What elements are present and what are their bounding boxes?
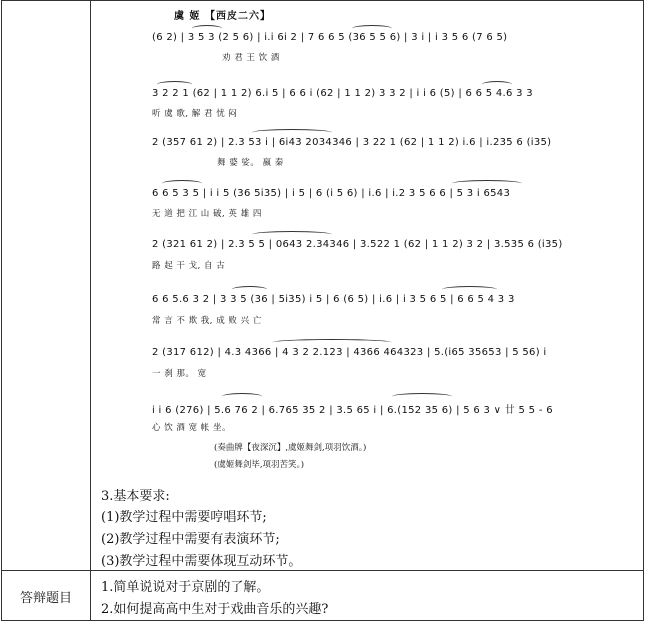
- score-row-lyrics: 听 虞 歌, 解 君 忧 闷: [152, 109, 238, 119]
- score-row-lyrics: 路 起 干 戈, 自 古: [152, 261, 226, 271]
- slur-mark: [482, 81, 512, 88]
- music-score: [152, 1, 627, 475]
- score-row-lyrics: 劝 君 王 饮 酒: [222, 53, 280, 63]
- score-row-notes: (6 2) | 3 5 3 (2 5 6) | i.i 6i 2 | 7 6 6 5 (36 5 5 6) | 3 i | i 3 5 6 (7 6 5): [152, 32, 508, 43]
- slur-mark: [272, 339, 392, 346]
- defense-question: 2.如何提高高中生对于戏曲音乐的兴趣?: [101, 602, 329, 617]
- row-divider: [2, 570, 643, 571]
- score-row-lyrics: 一 刹 那。 宽: [152, 369, 207, 379]
- defense-label: 答辩题目: [19, 591, 72, 606]
- slur-mark: [162, 180, 202, 187]
- score-annotation: (奏曲牌【夜深沉】,虞姬舞剑,项羽饮酒。): [214, 443, 367, 453]
- requirements-heading: 3.基本要求:: [101, 489, 170, 504]
- score-row-notes: 2 (317 612) | 4.3 4366 | 4 3 2 2.123 | 4366 464323 | 5.(i65 35653 | 5 56) i: [152, 347, 547, 358]
- score-row-lyrics: 无 道 把 江 山 破, 英 雄 四: [152, 209, 262, 219]
- requirement-item: (3)教学过程中需要体现互动环节。: [101, 554, 302, 569]
- slur-mark: [252, 129, 332, 136]
- defense-question: 1.简单说说对于京剧的了解。: [101, 580, 270, 595]
- score-row-notes: 2 (357 61 2) | 2.3 53 i | 6i43 2034346 | 3 22 1 (62 | 1 1 2) i.6 | i.235 6 (i35): [152, 137, 552, 148]
- score-row-notes: 3 2 2 1 (62 | 1 1 2) 6.i 5 | 6 6 i (62 | 1 1 2) 3 3 2 | i i 6 (5) | 6 6 5 4.6 3 3: [152, 88, 533, 99]
- slur-mark: [192, 25, 222, 32]
- slur-mark: [252, 231, 332, 238]
- requirement-item: (2)教学过程中需要有表演环节;: [101, 532, 280, 547]
- slur-mark: [222, 393, 262, 400]
- score-row-notes: 6 6 5.6 3 2 | 3 3 5 (36 | 5i35) i 5 | 6 (6 5) | i.6 | i 3 5 6 5 | 6 6 5 4 3 3: [152, 294, 515, 305]
- score-row-notes: 2 (321 61 2) | 2.3 5 5 | 0643 2.34346 | 3.522 1 (62 | 1 1 2) 3 2 | 3.535 6 (i35): [152, 239, 563, 250]
- score-row-lyrics: 常 言 不 欺 我, 成 败 兴 亡: [152, 316, 262, 326]
- score-row-lyrics: 心 饮 酒 宽 帐 坐。: [152, 423, 232, 433]
- slur-mark: [157, 81, 192, 88]
- document-table: [1, 0, 644, 621]
- column-divider: [90, 1, 91, 620]
- slur-mark: [392, 393, 452, 400]
- requirement-item: (1)教学过程中需要哼唱环节;: [101, 510, 267, 525]
- score-annotation: (虞姬舞剑毕,项羽苦笑。): [214, 460, 305, 470]
- score-row-lyrics: 舞 婆 娑。 嬴 秦: [217, 158, 284, 168]
- slur-mark: [352, 25, 392, 32]
- slur-mark: [232, 286, 267, 293]
- slur-mark: [442, 286, 497, 293]
- score-row-notes: 6 6 5 3 5 | i i 5 (36 5i35) | i 5 | 6 (i 5 6) | i.6 | i.2 3 5 6 6 | 5 3 i 6543: [152, 188, 511, 199]
- score-title: 虞 姬 【西皮二六】: [174, 11, 271, 22]
- slur-mark: [452, 180, 522, 187]
- score-row-notes: i i 6 (276) | 5.6 76 2 | 6.765 35 2 | 3.5 65 i | 6.(152 35 6) | 5 6 3 ∨ 廿 5 5 - 6: [152, 405, 553, 416]
